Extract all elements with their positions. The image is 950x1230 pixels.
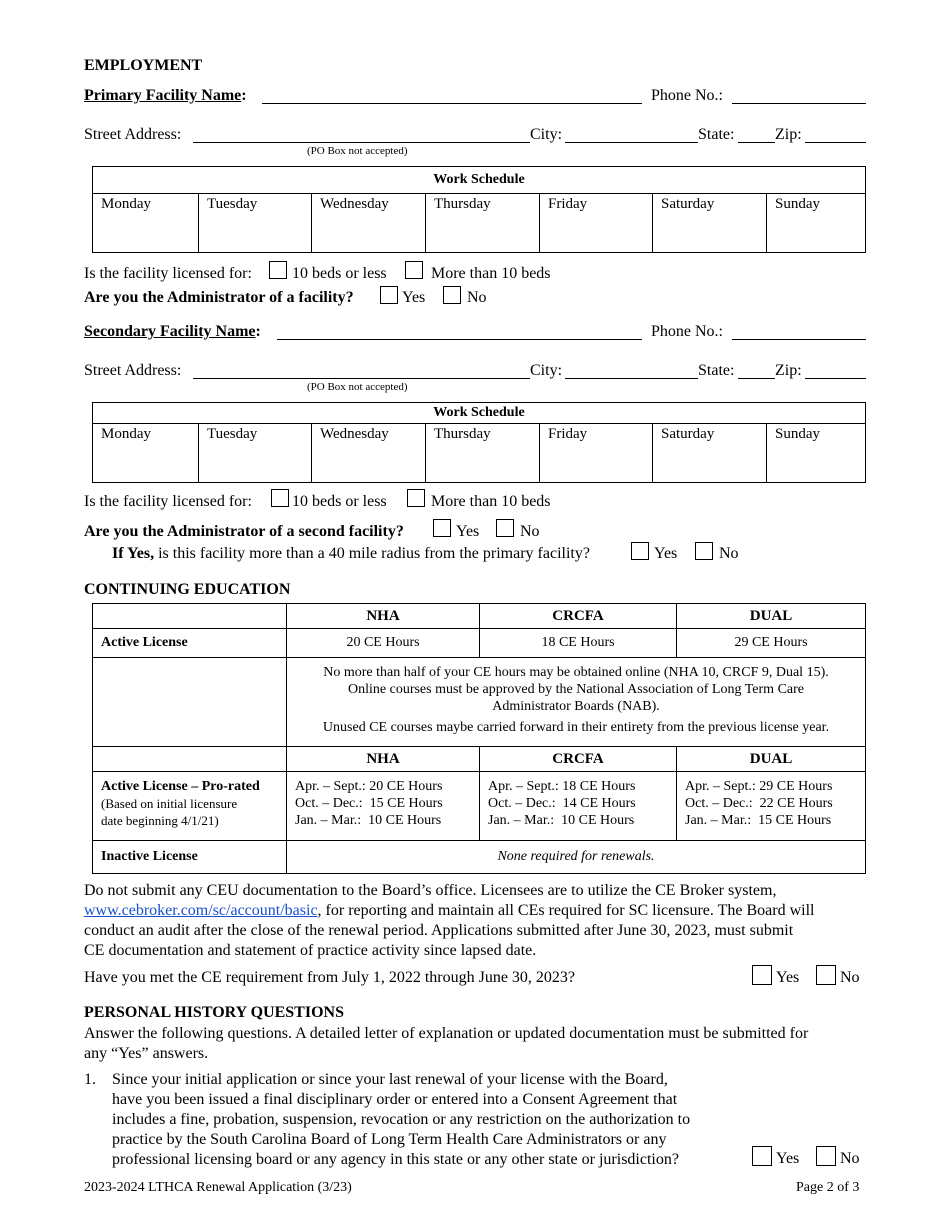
schedule-friday[interactable]: Friday (540, 194, 653, 253)
question-1-no-label: No (840, 1150, 860, 1167)
ce-requirements-table (92, 603, 866, 874)
work-schedule-title: Work Schedule (93, 167, 866, 194)
secondary-street-label: Street Address: (84, 362, 182, 379)
radius-yes-checkbox[interactable] (631, 542, 649, 560)
section-heading-employment: EMPLOYMENT (84, 57, 203, 74)
admin-second-no-label: No (520, 523, 540, 540)
radius-no-label: No (719, 545, 739, 562)
ce-met-no-checkbox[interactable] (816, 965, 836, 985)
secondary-beds-10-or-less-label: 10 beds or less (292, 493, 387, 510)
admin-second-yes-label: Yes (456, 523, 480, 540)
question-1-yes-label: Yes (776, 1150, 800, 1167)
ce-met-yes-label: Yes (776, 969, 800, 986)
radius-no-checkbox[interactable] (695, 542, 713, 560)
secondary-zip-field[interactable] (805, 378, 866, 379)
radius-question: If Yes, is this facility more than a 40 mile radius from the primary facility? (112, 545, 590, 562)
ce-active-dual: 29 CE Hours (677, 629, 866, 658)
ce-prorated-dual: Apr. – Sept.: 29 CE Hours Oct. – Dec.: 22 CE Hours Jan. – Mar.: 15 CE Hours (677, 772, 866, 841)
primary-state-label: State: (698, 126, 735, 143)
ce-prorated-label: Active License – Pro-rated (Based on initial licensure date beginning 4/1/21) (93, 772, 287, 841)
ce-active-crcfa: 18 CE Hours (480, 629, 677, 658)
licensed-question-secondary: Is the facility licensed for: (84, 493, 252, 510)
secondary-city-label: City: (530, 362, 563, 379)
po-box-note: (PO Box not accepted) (307, 145, 408, 157)
question-1-number: 1. (84, 1071, 96, 1088)
radius-yes-label: Yes (654, 545, 678, 562)
question-1-yes-checkbox[interactable] (752, 1146, 772, 1166)
secondary-city-field[interactable] (565, 378, 698, 379)
schedule-sunday[interactable]: Sunday (767, 194, 866, 253)
primary-facility-name-field[interactable] (262, 103, 642, 104)
secondary-zip-label: Zip: (775, 362, 802, 379)
ce-online-note: No more than half of your CE hours may be obtained online (NHA 10, CRCF 9, Dual 15). Online courses must be approved by the National Association of Long Term Care Administrator Boards (NAB). Unused CE courses maybe carried forward in their entirety from the previous license year. (287, 658, 866, 747)
ce-inactive-value: None required for renewals. (287, 841, 866, 874)
primary-work-schedule (92, 166, 866, 253)
schedule-saturday[interactable]: Saturday (653, 424, 767, 483)
admin-second-question: Are you the Administrator of a second facility? (84, 523, 404, 540)
licensed-question: Is the facility licensed for: (84, 265, 252, 282)
admin-yes-checkbox[interactable] (380, 286, 398, 304)
question-1-text: Since your initial application or since your last renewal of your license with the Board, have you been issued a final disciplinary order or entered into a Consent Agreement that includes a fine, probation, suspension, revocation or any restriction on the authorization to practice by the South Carolina Board of Long Term Health Care Administrators or any professional licensing board or any agency in this state or any other state or jurisdiction? (112, 1071, 691, 1168)
admin-yes-label: Yes (402, 289, 426, 306)
primary-state-field[interactable] (738, 142, 775, 143)
primary-street-field[interactable] (193, 142, 530, 143)
ce-prorated-nha: Apr. – Sept.: 20 CE Hours Oct. – Dec.: 15 CE Hours Jan. – Mar.: 10 CE Hours (287, 772, 480, 841)
schedule-monday[interactable]: Monday (93, 194, 199, 253)
secondary-phone-field[interactable] (732, 339, 866, 340)
question-1-no-checkbox[interactable] (816, 1146, 836, 1166)
schedule-thursday[interactable]: Thursday (426, 424, 540, 483)
primary-street-label: Street Address: (84, 126, 182, 143)
section-heading-continuing-education: CONTINUING EDUCATION (84, 581, 291, 598)
secondary-beds-more-than-10-label: More than 10 beds (431, 493, 551, 510)
admin-no-checkbox[interactable] (443, 286, 461, 304)
secondary-facility-name-field[interactable] (277, 339, 642, 340)
ce-col-crcfa: CRCFA (480, 604, 677, 629)
ce-active-license-label: Active License (93, 629, 287, 658)
schedule-tuesday[interactable]: Tuesday (199, 424, 312, 483)
secondary-state-field[interactable] (738, 378, 775, 379)
work-schedule-title: Work Schedule (93, 403, 866, 424)
schedule-wednesday[interactable]: Wednesday (312, 424, 426, 483)
primary-zip-label: Zip: (775, 126, 802, 143)
schedule-saturday[interactable]: Saturday (653, 194, 767, 253)
secondary-beds-10-or-less-checkbox[interactable] (271, 489, 289, 507)
schedule-wednesday[interactable]: Wednesday (312, 194, 426, 253)
cebroker-link[interactable]: www.cebroker.com/sc/account/basic (84, 902, 318, 919)
admin-second-no-checkbox[interactable] (496, 519, 514, 537)
ceu-instructions: Do not submit any CEU documentation to the Board’s office. Licensees are to utilize the CE Broker system, www.cebroker.com/sc/account/basic, for reporting and maintain all CEs required for SC licensure. The Board will conduct an audit after the close of the renewal period. Applications submitted after June 30, 2023, must submit CE documentation and statement of practice activity since lapsed date. (84, 882, 815, 959)
primary-city-field[interactable] (565, 142, 698, 143)
primary-phone-field[interactable] (732, 103, 866, 104)
ce-prorated-col-dual: DUAL (677, 747, 866, 772)
personal-intro: Answer the following questions. A detailed letter of explanation or updated documentation must be submitted for any “Yes” answers. (84, 1025, 809, 1062)
secondary-phone-label: Phone No.: (651, 323, 723, 340)
primary-phone-label: Phone No.: (651, 87, 723, 104)
primary-facility-label: Primary Facility Name: (84, 87, 247, 104)
ce-prorated-col-nha: NHA (287, 747, 480, 772)
po-box-note-secondary: (PO Box not accepted) (307, 381, 408, 393)
secondary-street-field[interactable] (193, 378, 530, 379)
admin-question: Are you the Administrator of a facility? (84, 289, 354, 306)
beds-10-or-less-label: 10 beds or less (292, 265, 387, 282)
beds-10-or-less-checkbox[interactable] (269, 261, 287, 279)
schedule-tuesday[interactable]: Tuesday (199, 194, 312, 253)
secondary-work-schedule (92, 402, 866, 483)
schedule-friday[interactable]: Friday (540, 424, 653, 483)
beds-more-than-10-label: More than 10 beds (431, 265, 551, 282)
secondary-facility-label: Secondary Facility Name: (84, 323, 261, 340)
secondary-beds-more-than-10-checkbox[interactable] (407, 489, 425, 507)
secondary-state-label: State: (698, 362, 735, 379)
footer-form-id: 2023-2024 LTHCA Renewal Application (3/23) (84, 1180, 352, 1195)
ce-inactive-license-label: Inactive License (93, 841, 287, 874)
section-heading-personal-history: PERSONAL HISTORY QUESTIONS (84, 1004, 344, 1021)
primary-city-label: City: (530, 126, 563, 143)
admin-second-yes-checkbox[interactable] (433, 519, 451, 537)
footer-page-number: Page 2 of 3 (796, 1180, 860, 1195)
beds-more-than-10-checkbox[interactable] (405, 261, 423, 279)
ce-met-yes-checkbox[interactable] (752, 965, 772, 985)
admin-no-label: No (467, 289, 487, 306)
ce-prorated-crcfa: Apr. – Sept.: 18 CE Hours Oct. – Dec.: 14 CE Hours Jan. – Mar.: 10 CE Hours (480, 772, 677, 841)
schedule-thursday[interactable]: Thursday (426, 194, 540, 253)
schedule-sunday[interactable]: Sunday (767, 424, 866, 483)
ce-prorated-col-crcfa: CRCFA (480, 747, 677, 772)
ce-met-question: Have you met the CE requirement from July 1, 2022 through June 30, 2023? (84, 969, 576, 986)
ce-active-nha: 20 CE Hours (287, 629, 480, 658)
primary-zip-field[interactable] (805, 142, 866, 143)
ce-col-nha: NHA (287, 604, 480, 629)
ce-met-no-label: No (840, 969, 860, 986)
ce-col-dual: DUAL (677, 604, 866, 629)
schedule-monday[interactable]: Monday (93, 424, 199, 483)
